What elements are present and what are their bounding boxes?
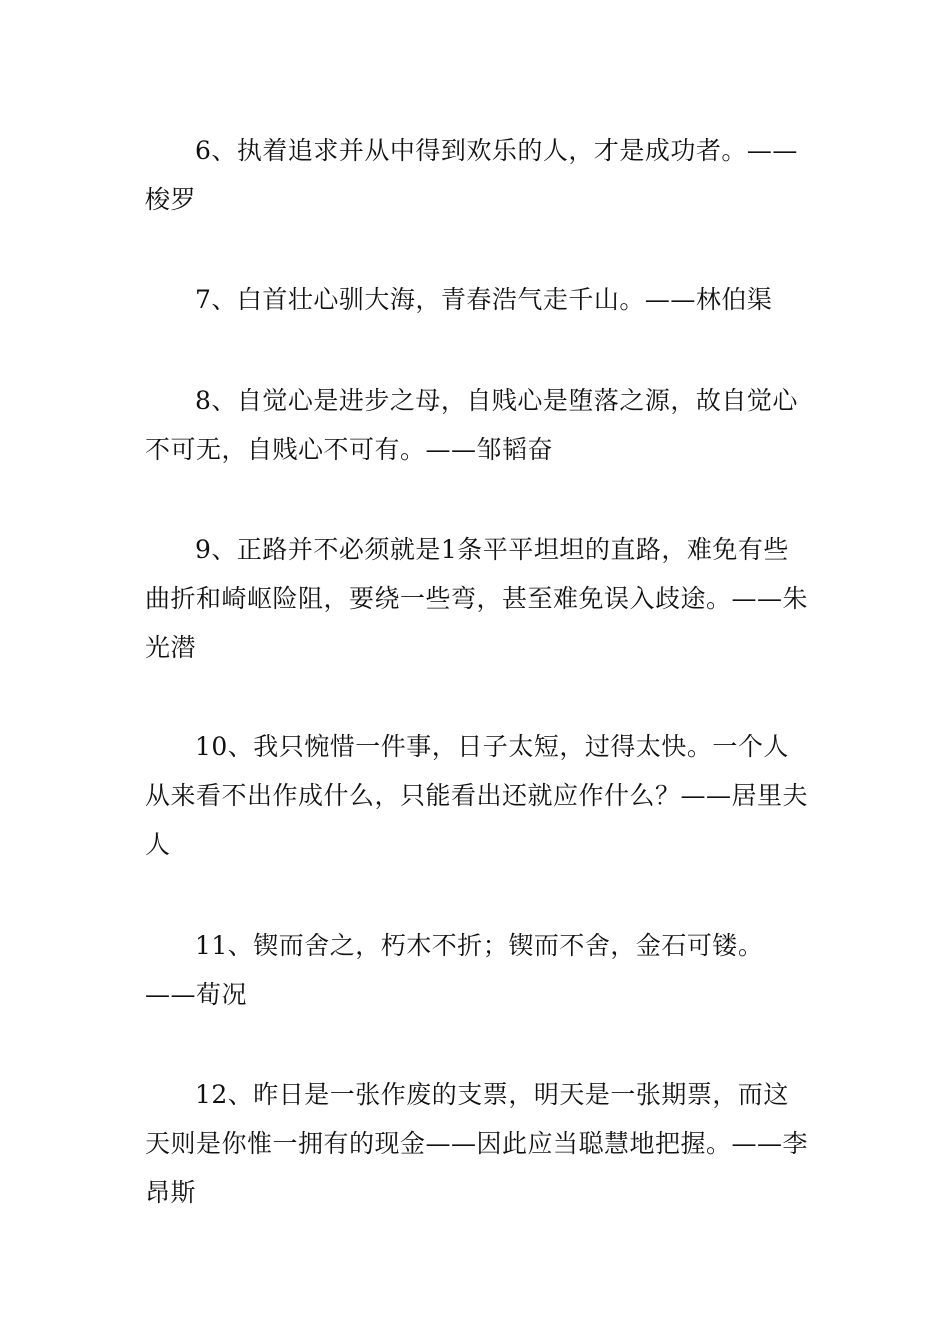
quote-paragraph-11: 11、锲而舍之，朽木不折；锲而不舍，金石可镂。——荀况 [145,931,764,1009]
quote-paragraph-10: 10、我只惋惜一件事，日子太短，过得太快。一个人从来看不出作成什么，只能看出还就应作什么？——居里夫人 [145,732,809,859]
quote-paragraph-12: 12、昨日是一张作废的支票，明天是一张期票，而这天则是你惟一拥有的现金——因此应当聪慧地把握。——李昂斯 [145,1080,809,1207]
quote-paragraph-8: 8、自觉心是进步之母，自贱心是堕落之源，故自觉心不可无，自贱心不可有。——邹韬奋 [145,386,798,464]
quote-paragraph-9: 9、正路并不必须就是1条平平坦坦的直路，难免有些曲折和崎岖险阻，要绕一些弯，甚至难免误入歧途。——朱光潜 [145,535,809,662]
quote-paragraph-6: 6、执着追求并从中得到欢乐的人，才是成功者。——梭罗 [145,136,798,214]
quote-paragraph-7: 7、白首壮心驯大海，青春浩气走千山。——林伯渠 [195,285,773,314]
